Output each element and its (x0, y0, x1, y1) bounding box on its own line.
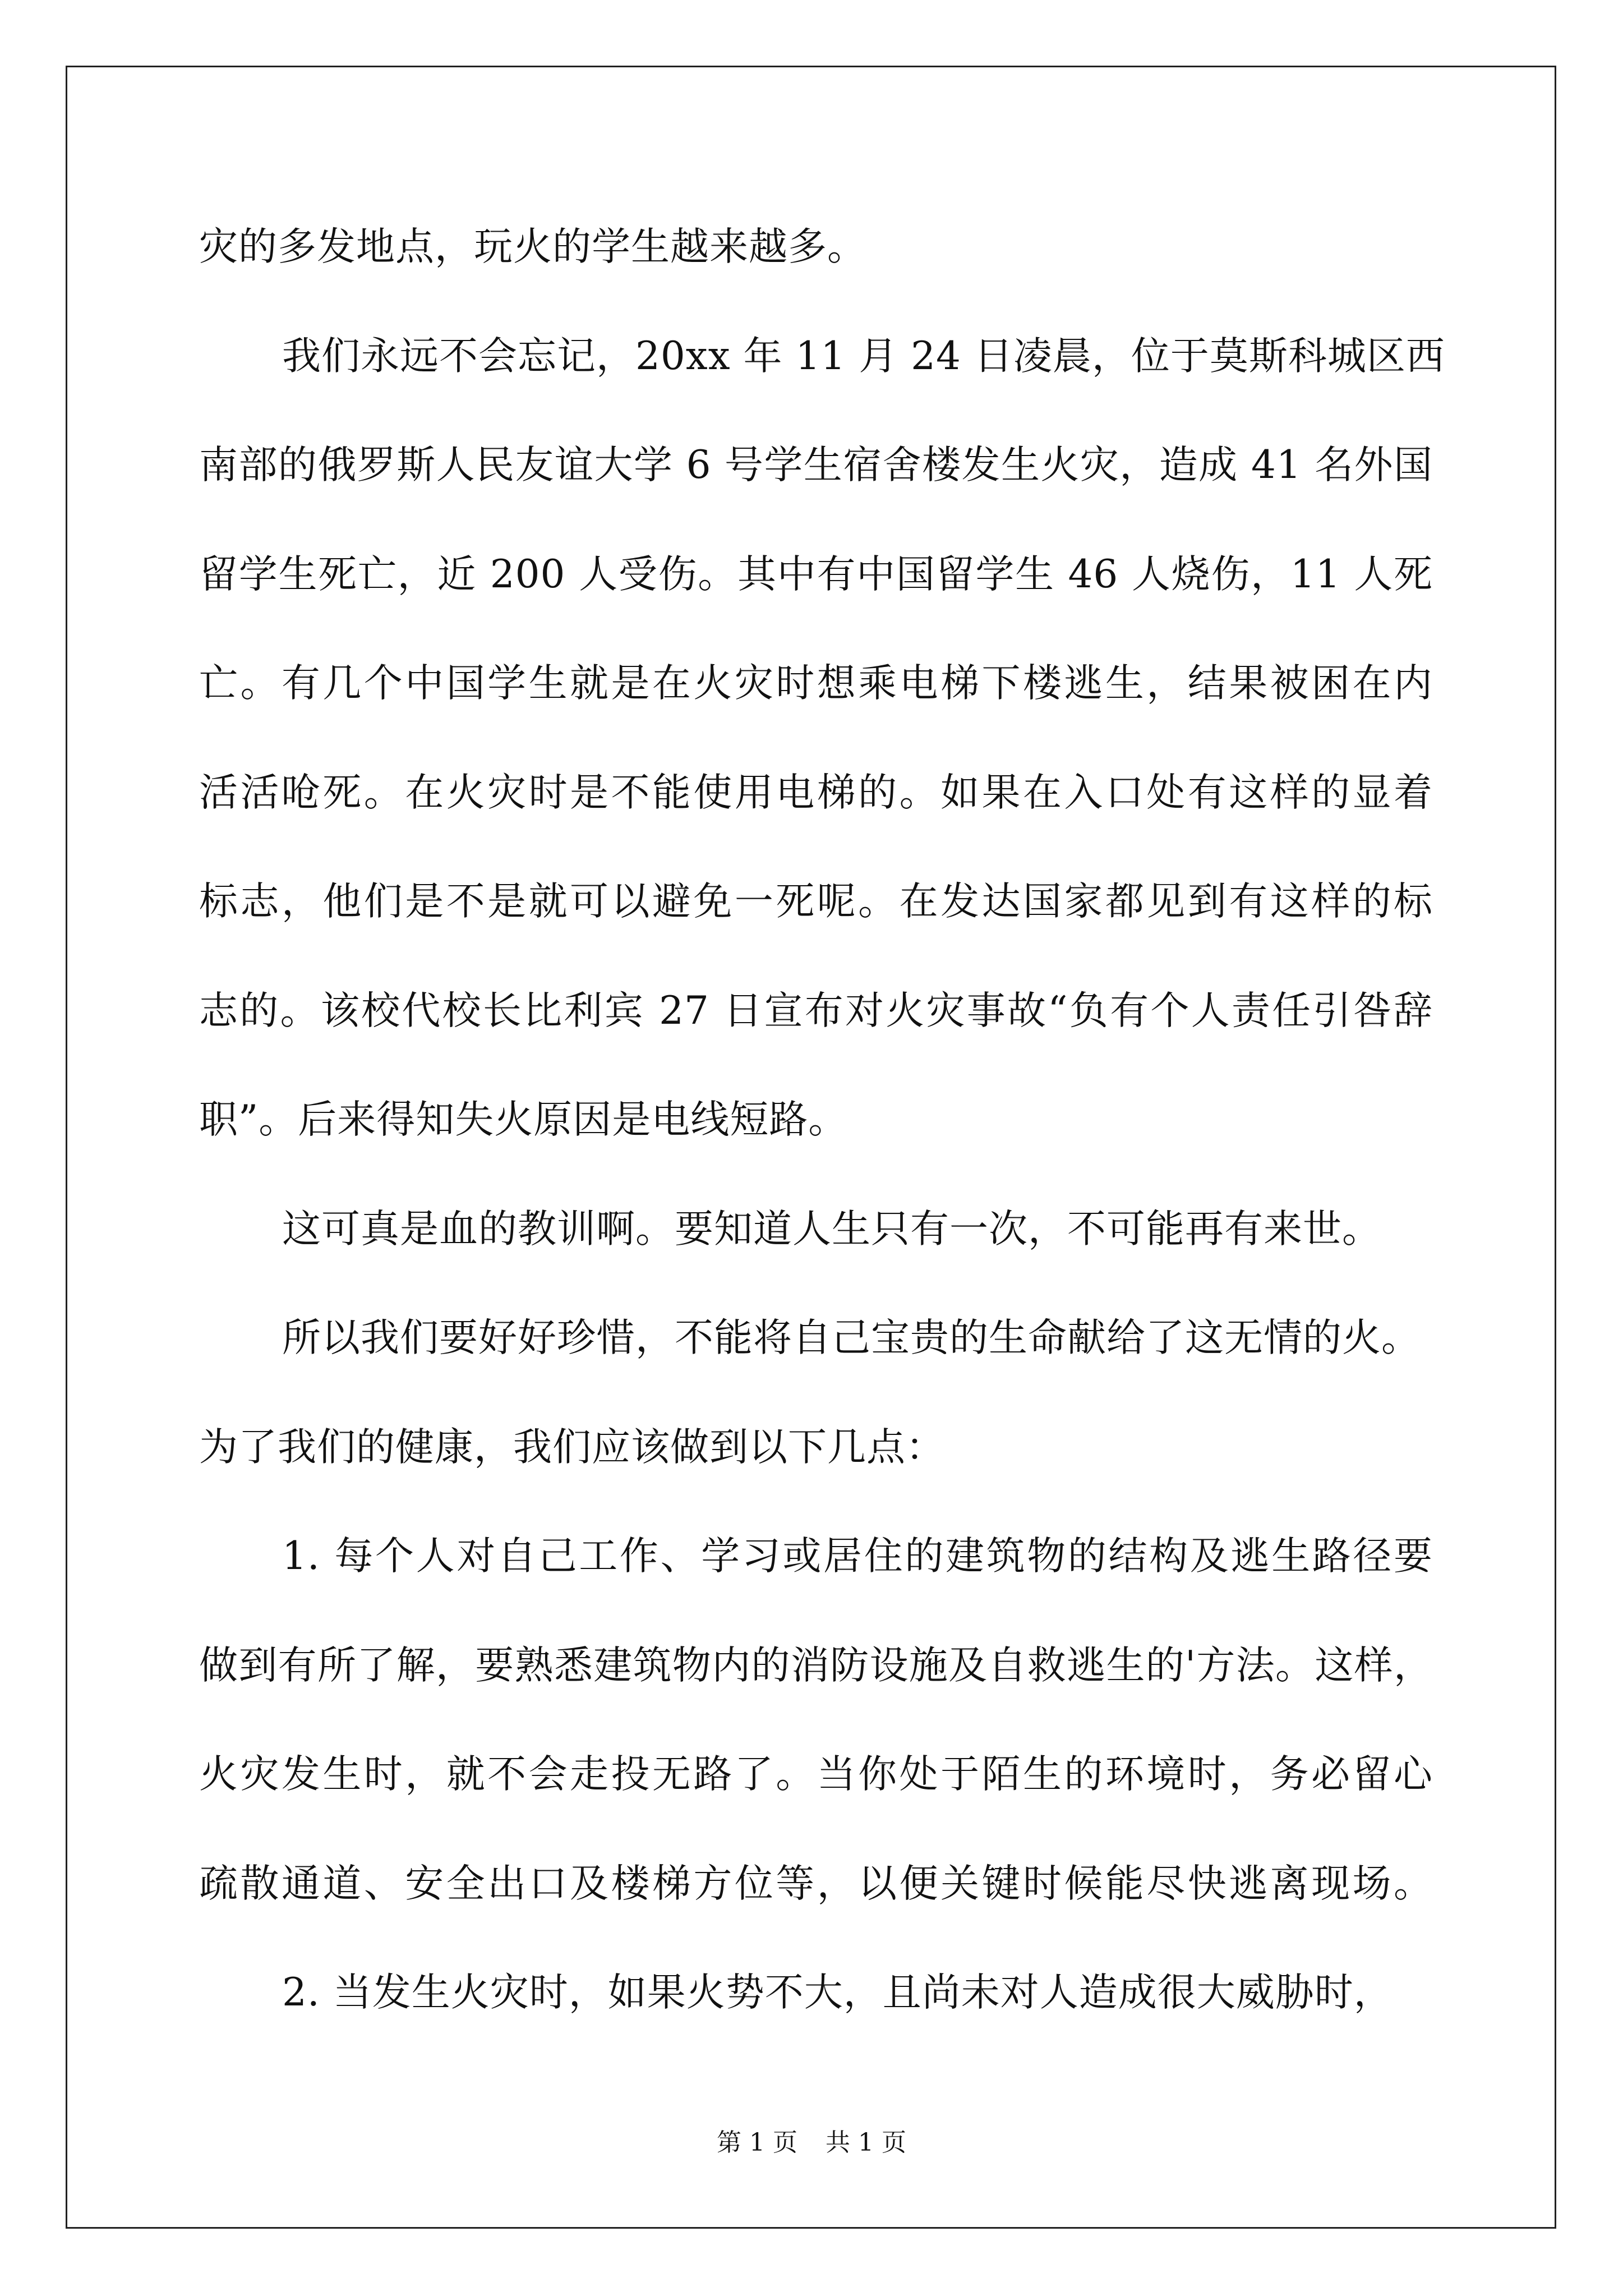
text-line: 2. 当发生火灾时，如果火势不大，且尚未对人造成很大威胁时， (282, 1970, 1393, 2015)
text-line: 做到有所了解，要熟悉建筑物内的消防设施及自救逃生的'方法。这样， (199, 1643, 1433, 1688)
page-number: 第 1 页 (717, 2128, 797, 2157)
text-line: 留学生死亡，近 200 人受伤。其中有中国留学生 46 人烧伤，11 人死 (199, 552, 1433, 597)
text-line: 活活呛死。在火灾时是不能使用电梯的。如果在入口处有这样的显着 (199, 770, 1433, 815)
text-line: 灾的多发地点，玩火的学生越来越多。 (199, 224, 866, 269)
text-line: 所以我们要好好珍惜，不能将自己宝贵的生命献给了这无情的火。 (282, 1315, 1421, 1360)
text-line: 我们永远不会忘记，20xx 年 11 月 24 日凌晨，位于莫斯科城区西 (282, 334, 1445, 379)
text-line: 1. 每个人对自己工作、学习或居住的建筑物的结构及逃生路径要 (282, 1534, 1433, 1579)
page-total: 共 1 页 (826, 2128, 906, 2157)
text-line: 亡。有几个中国学生就是在火灾时想乘电梯下楼逃生，结果被困在内 (199, 661, 1433, 706)
text-line: 志的。该校代校长比利宾 27 日宣布对火灾事故“负有个人责任引咎辞 (199, 988, 1433, 1033)
text-line: 为了我们的健康，我们应该做到以下几点： (199, 1425, 945, 1470)
text-line: 标志，他们是不是就可以避免一死呢。在发达国家都见到有这样的标 (199, 879, 1433, 924)
text-line: 这可真是血的教训啊。要知道人生只有一次，不可能再有来世。 (282, 1207, 1381, 1251)
text-line: 疏散通道、安全出口及楼梯方位等，以便关键时候能尽快逃离现场。 (199, 1861, 1433, 1906)
text-line: 南部的俄罗斯人民友谊大学 6 号学生宿舍楼发生火灾，造成 41 名外国 (199, 443, 1433, 487)
page-footer (0, 2126, 1623, 2160)
text-line: 职”。后来得知失火原因是电线短路。 (199, 1097, 848, 1142)
text-line: 火灾发生时，就不会走投无路了。当你处于陌生的环境时，务必留心 (199, 1752, 1433, 1797)
